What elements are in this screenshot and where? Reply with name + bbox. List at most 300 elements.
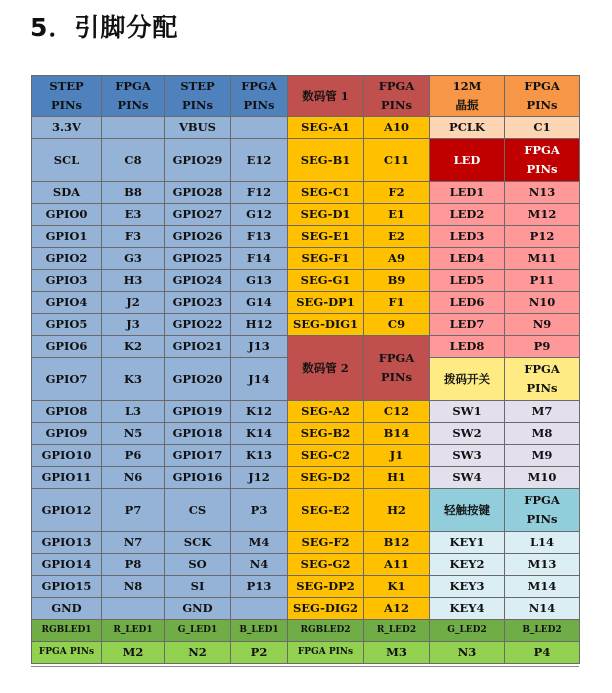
table-cell bbox=[364, 598, 430, 620]
header-cell bbox=[288, 76, 364, 117]
cell-text: B12 bbox=[383, 535, 410, 549]
table-cell bbox=[102, 292, 165, 314]
cell-text: GPIO4 bbox=[45, 295, 88, 309]
header-label: PINs bbox=[380, 98, 412, 112]
cell-text: P2 bbox=[250, 645, 268, 659]
cell-text: K13 bbox=[246, 448, 272, 462]
cell-text-line: PINs bbox=[526, 381, 558, 395]
cell-text: GPIO12 bbox=[41, 502, 92, 517]
table-cell bbox=[231, 576, 288, 598]
table-cell bbox=[364, 270, 430, 292]
cell-text: GPIO10 bbox=[41, 448, 92, 462]
cell-text: KEY3 bbox=[449, 579, 485, 593]
cell-text: GPIO0 bbox=[45, 207, 88, 221]
table-cell bbox=[430, 576, 505, 598]
cell-text: SW4 bbox=[452, 470, 482, 484]
cell-text: J13 bbox=[248, 339, 270, 353]
header-label: STEP bbox=[49, 79, 84, 93]
table-cell bbox=[165, 139, 231, 182]
table-cell bbox=[364, 489, 430, 532]
table-cell bbox=[102, 358, 165, 401]
cell-text: C8 bbox=[124, 152, 142, 167]
table-cell bbox=[102, 226, 165, 248]
table-cell bbox=[165, 358, 231, 401]
cell-text: LED8 bbox=[449, 339, 485, 353]
cell-text: GPIO29 bbox=[172, 152, 223, 167]
cell-text: SDA bbox=[52, 185, 81, 199]
cell-text: 3.3V bbox=[52, 120, 81, 134]
table-cell bbox=[165, 576, 231, 598]
table-cell bbox=[231, 204, 288, 226]
table-cell bbox=[505, 598, 580, 620]
header-cell bbox=[165, 76, 231, 117]
cell-text: GPIO25 bbox=[172, 251, 223, 265]
cell-text: SW3 bbox=[452, 448, 482, 462]
cell-text: H2 bbox=[387, 502, 406, 517]
cell-text: LED5 bbox=[449, 273, 485, 287]
table-cell bbox=[430, 401, 505, 423]
cell-text: PCLK bbox=[449, 120, 485, 134]
table-cell bbox=[364, 117, 430, 139]
table-cell bbox=[102, 445, 165, 467]
cell-text: M2 bbox=[122, 645, 144, 659]
table-cell bbox=[505, 576, 580, 598]
cell-text: K3 bbox=[124, 371, 142, 386]
table-cell bbox=[505, 423, 580, 445]
cell-text: RGBLED1 bbox=[41, 625, 92, 635]
header-label: STEP bbox=[180, 79, 215, 93]
table-cell bbox=[231, 423, 288, 445]
cell-text: SEG-DIG2 bbox=[292, 601, 359, 615]
cell-text: H3 bbox=[123, 273, 143, 287]
table-cell bbox=[288, 117, 364, 139]
table-cell bbox=[430, 642, 505, 664]
cell-text: P12 bbox=[529, 229, 555, 243]
table-row bbox=[32, 598, 580, 620]
table-cell bbox=[231, 226, 288, 248]
table-cell bbox=[364, 642, 430, 664]
cell-text: N4 bbox=[249, 557, 269, 571]
table-cell bbox=[505, 117, 580, 139]
table-cell bbox=[165, 642, 231, 664]
cell-text: M4 bbox=[248, 535, 270, 549]
table-cell bbox=[32, 139, 102, 182]
cell-text: P11 bbox=[529, 273, 555, 287]
table-cell bbox=[364, 554, 430, 576]
table-cell bbox=[231, 314, 288, 336]
cell-text: F12 bbox=[246, 185, 272, 199]
table-cell bbox=[288, 620, 364, 642]
cell-text: B_LED2 bbox=[522, 625, 562, 635]
table-cell bbox=[231, 532, 288, 554]
cell-text: GPIO14 bbox=[41, 557, 92, 571]
cell-text: M13 bbox=[527, 557, 557, 571]
cell-text: GPIO5 bbox=[45, 317, 88, 331]
table-cell bbox=[364, 226, 430, 248]
cell-text: GND bbox=[182, 601, 213, 615]
cell-text: SEG-F2 bbox=[301, 535, 350, 549]
cell-text: G13 bbox=[246, 273, 272, 287]
cell-text: A9 bbox=[388, 251, 405, 265]
table-cell bbox=[364, 401, 430, 423]
table-cell bbox=[102, 336, 165, 358]
bottom-rule bbox=[31, 666, 579, 667]
table-cell bbox=[505, 314, 580, 336]
cell-text: GPIO21 bbox=[172, 339, 223, 353]
table-cell bbox=[288, 182, 364, 204]
table-cell bbox=[430, 270, 505, 292]
cell-text: P6 bbox=[124, 448, 142, 462]
table-cell bbox=[231, 620, 288, 642]
cell-text: R_LED1 bbox=[113, 625, 153, 635]
cell-text: C1 bbox=[533, 120, 551, 134]
table-cell bbox=[505, 336, 580, 358]
table-cell bbox=[165, 204, 231, 226]
table-cell bbox=[364, 576, 430, 598]
cell-text: G3 bbox=[124, 251, 142, 265]
table-cell bbox=[288, 576, 364, 598]
table-cell bbox=[102, 598, 165, 620]
table-row bbox=[32, 642, 580, 664]
cell-text: M11 bbox=[527, 251, 557, 265]
cell-text: GPIO3 bbox=[45, 273, 88, 287]
table-cell bbox=[505, 139, 580, 182]
cell-text: F3 bbox=[124, 229, 142, 243]
cell-text: C12 bbox=[383, 404, 410, 418]
cell-text: SEG-D1 bbox=[300, 207, 351, 221]
cell-text: SEG-C2 bbox=[300, 448, 351, 462]
cell-text: P3 bbox=[250, 502, 268, 517]
table-cell bbox=[505, 489, 580, 532]
cell-text: LED3 bbox=[449, 229, 485, 243]
cell-text: F2 bbox=[388, 185, 405, 199]
table-cell bbox=[102, 204, 165, 226]
table-cell bbox=[364, 423, 430, 445]
cell-text: GPIO24 bbox=[172, 273, 223, 287]
header-label: PINs bbox=[117, 98, 149, 112]
cell-text: GPIO11 bbox=[41, 470, 92, 484]
table-cell bbox=[165, 226, 231, 248]
cell-text: SEG-F1 bbox=[301, 251, 350, 265]
cell-text: L3 bbox=[124, 404, 142, 418]
cell-text: LED4 bbox=[449, 251, 485, 265]
cell-text: GPIO8 bbox=[45, 404, 88, 418]
table-cell bbox=[430, 423, 505, 445]
cell-text: LED1 bbox=[449, 185, 485, 199]
table-cell bbox=[505, 358, 580, 401]
table-cell bbox=[32, 401, 102, 423]
cell-text-line: PINs bbox=[526, 162, 558, 176]
header-cell bbox=[505, 76, 580, 117]
table-cell bbox=[505, 467, 580, 489]
cell-text-line: FPGA bbox=[524, 493, 560, 507]
cell-text: SEG-D2 bbox=[300, 470, 351, 484]
table-cell bbox=[165, 314, 231, 336]
table-cell bbox=[32, 620, 102, 642]
header-cell bbox=[102, 76, 165, 117]
cell-text: GPIO27 bbox=[172, 207, 223, 221]
table-cell bbox=[102, 642, 165, 664]
table-cell bbox=[430, 139, 505, 182]
table-cell bbox=[288, 445, 364, 467]
cell-text: M9 bbox=[531, 448, 553, 462]
header-label: FPGA bbox=[241, 79, 277, 93]
table-cell bbox=[505, 248, 580, 270]
table-cell bbox=[32, 336, 102, 358]
table-cell bbox=[165, 467, 231, 489]
table-cell bbox=[102, 314, 165, 336]
table-cell bbox=[102, 117, 165, 139]
table-cell bbox=[288, 423, 364, 445]
table-row bbox=[32, 532, 580, 554]
table-cell bbox=[231, 467, 288, 489]
table-cell bbox=[165, 598, 231, 620]
table-cell bbox=[505, 292, 580, 314]
cell-text: GPIO15 bbox=[41, 579, 92, 593]
cell-text: SEG-DP1 bbox=[296, 295, 355, 309]
cell-text: GPIO2 bbox=[45, 251, 88, 265]
cell-text: SEG-G1 bbox=[300, 273, 351, 287]
table-cell bbox=[231, 117, 288, 139]
cell-text: SCL bbox=[53, 152, 80, 167]
table-cell bbox=[364, 292, 430, 314]
table-row bbox=[32, 554, 580, 576]
table-cell bbox=[102, 554, 165, 576]
table-cell bbox=[32, 117, 102, 139]
cell-text: N14 bbox=[528, 601, 556, 615]
table-cell bbox=[430, 445, 505, 467]
cell-text: KEY1 bbox=[449, 535, 485, 549]
cell-text: 轻触按键 bbox=[444, 502, 490, 517]
table-cell bbox=[32, 226, 102, 248]
cell-text: P8 bbox=[124, 557, 142, 571]
cell-text: P9 bbox=[533, 339, 551, 353]
table-cell bbox=[165, 117, 231, 139]
table-cell bbox=[364, 182, 430, 204]
table-cell bbox=[430, 314, 505, 336]
cell-text: SEG-G2 bbox=[300, 557, 351, 571]
table-cell bbox=[165, 248, 231, 270]
header-label: FPGA bbox=[115, 79, 151, 93]
header-cell bbox=[430, 76, 505, 117]
cell-text: GPIO7 bbox=[45, 371, 88, 386]
table-cell bbox=[430, 554, 505, 576]
cell-text: A10 bbox=[384, 120, 409, 134]
cell-text: SEG-DP2 bbox=[296, 579, 355, 593]
table-cell bbox=[32, 467, 102, 489]
cell-text: J3 bbox=[126, 317, 140, 331]
cell-text: F13 bbox=[246, 229, 272, 243]
table-cell bbox=[102, 248, 165, 270]
table-row bbox=[32, 270, 580, 292]
cell-text: SW2 bbox=[452, 426, 482, 440]
table-cell bbox=[102, 423, 165, 445]
cell-text: N6 bbox=[123, 470, 143, 484]
table-cell bbox=[288, 467, 364, 489]
cell-text: J2 bbox=[126, 295, 140, 309]
table-cell bbox=[288, 554, 364, 576]
table-row bbox=[32, 182, 580, 204]
table-cell bbox=[430, 532, 505, 554]
table-cell bbox=[32, 248, 102, 270]
table-cell bbox=[430, 182, 505, 204]
cell-text: E3 bbox=[124, 207, 142, 221]
header-label: 晶振 bbox=[455, 98, 479, 112]
table-cell bbox=[165, 554, 231, 576]
cell-text: F1 bbox=[388, 295, 405, 309]
cell-text: GPIO20 bbox=[172, 371, 223, 386]
cell-text: SEG-B1 bbox=[300, 152, 351, 167]
cell-text: GPIO28 bbox=[172, 185, 223, 199]
header-cell bbox=[32, 76, 102, 117]
cell-text: VBUS bbox=[179, 120, 216, 134]
cell-text-line: FPGA bbox=[378, 351, 415, 365]
cell-text: N9 bbox=[532, 317, 552, 331]
table-cell bbox=[288, 270, 364, 292]
header-label: 12M bbox=[452, 79, 482, 93]
cell-text: SEG-E2 bbox=[301, 502, 350, 517]
cell-text: N10 bbox=[528, 295, 556, 309]
table-cell bbox=[165, 489, 231, 532]
table-cell bbox=[32, 270, 102, 292]
cell-text: P7 bbox=[124, 502, 142, 517]
cell-text: N7 bbox=[123, 535, 143, 549]
cell-text: SO bbox=[188, 557, 207, 571]
table-cell bbox=[505, 182, 580, 204]
table-cell bbox=[165, 423, 231, 445]
table-cell bbox=[288, 489, 364, 532]
cell-text: G_LED2 bbox=[447, 625, 487, 635]
table-cell bbox=[288, 598, 364, 620]
table-cell bbox=[288, 226, 364, 248]
header-label: FPGA bbox=[378, 79, 415, 93]
table-cell bbox=[505, 532, 580, 554]
table-cell bbox=[364, 139, 430, 182]
cell-text: SEG-DIG1 bbox=[292, 317, 359, 331]
header-cell bbox=[364, 76, 430, 117]
table-cell bbox=[505, 620, 580, 642]
table-cell bbox=[288, 292, 364, 314]
table-cell bbox=[364, 445, 430, 467]
cell-text: GPIO23 bbox=[172, 295, 223, 309]
cell-text: LED6 bbox=[449, 295, 485, 309]
header-label: 数码管 1 bbox=[302, 88, 349, 103]
cell-text: SEG-A2 bbox=[301, 404, 350, 418]
cell-text: GPIO13 bbox=[41, 535, 92, 549]
cell-text: N2 bbox=[188, 645, 207, 659]
table-row bbox=[32, 336, 580, 358]
table-cell bbox=[231, 401, 288, 423]
cell-text: SEG-C1 bbox=[300, 185, 351, 199]
table-row bbox=[32, 489, 580, 532]
cell-text: A11 bbox=[384, 557, 409, 571]
table-row bbox=[32, 401, 580, 423]
table-cell bbox=[165, 445, 231, 467]
cell-text: M12 bbox=[527, 207, 557, 221]
cell-text: SCK bbox=[183, 535, 212, 549]
cell-text: M3 bbox=[386, 645, 407, 659]
table-row bbox=[32, 226, 580, 248]
table-cell bbox=[430, 292, 505, 314]
table-cell bbox=[288, 642, 364, 664]
cell-text: SW1 bbox=[452, 404, 482, 418]
table-cell bbox=[288, 401, 364, 423]
table-header-row bbox=[32, 76, 580, 117]
cell-text: P4 bbox=[533, 645, 551, 659]
cell-text: LED2 bbox=[449, 207, 485, 221]
table-cell bbox=[288, 314, 364, 336]
cell-text: H12 bbox=[245, 317, 273, 331]
cell-text: FPGA PINs bbox=[38, 647, 95, 657]
header-label: PINs bbox=[50, 98, 82, 112]
table-row bbox=[32, 314, 580, 336]
table-row bbox=[32, 423, 580, 445]
table-cell bbox=[364, 532, 430, 554]
table-cell bbox=[231, 182, 288, 204]
cell-text: FPGA PINs bbox=[297, 647, 354, 657]
table-cell bbox=[505, 642, 580, 664]
header-label: FPGA bbox=[524, 79, 560, 93]
cell-text: K12 bbox=[246, 404, 272, 418]
table-cell bbox=[165, 182, 231, 204]
cell-text: E2 bbox=[388, 229, 405, 243]
table-cell bbox=[505, 204, 580, 226]
table-cell bbox=[231, 489, 288, 532]
cell-text: H1 bbox=[387, 470, 406, 484]
table-cell bbox=[165, 292, 231, 314]
table-cell bbox=[165, 532, 231, 554]
table-cell bbox=[364, 248, 430, 270]
header-cell bbox=[231, 76, 288, 117]
cell-text: J12 bbox=[248, 470, 270, 484]
table-cell bbox=[165, 401, 231, 423]
cell-text: SI bbox=[190, 579, 205, 593]
cell-text: GPIO18 bbox=[172, 426, 223, 440]
cell-text: N13 bbox=[528, 185, 556, 199]
table-cell bbox=[102, 182, 165, 204]
cell-text: CS bbox=[188, 502, 207, 517]
table-cell bbox=[231, 554, 288, 576]
table-row bbox=[32, 292, 580, 314]
cell-text: GPIO6 bbox=[45, 339, 88, 353]
cell-text: RGBLED2 bbox=[300, 625, 351, 635]
table-cell bbox=[32, 489, 102, 532]
cell-text-line: PINs bbox=[380, 370, 412, 384]
cell-text: 拨码开关 bbox=[444, 371, 490, 386]
table-cell bbox=[32, 445, 102, 467]
cell-text: G14 bbox=[246, 295, 272, 309]
cell-text: K14 bbox=[246, 426, 272, 440]
table-cell bbox=[231, 336, 288, 358]
cell-text: M14 bbox=[527, 579, 557, 593]
cell-text: GPIO9 bbox=[45, 426, 88, 440]
table-cell bbox=[165, 620, 231, 642]
table-cell bbox=[430, 598, 505, 620]
table-cell bbox=[32, 423, 102, 445]
table-cell bbox=[288, 204, 364, 226]
table-cell bbox=[102, 620, 165, 642]
table-cell bbox=[288, 248, 364, 270]
table-cell bbox=[102, 489, 165, 532]
table-cell bbox=[32, 204, 102, 226]
table-cell bbox=[505, 445, 580, 467]
table-cell bbox=[288, 532, 364, 554]
cell-text: SEG-A1 bbox=[301, 120, 350, 134]
cell-text: GND bbox=[51, 601, 82, 615]
table-cell bbox=[32, 358, 102, 401]
table-cell bbox=[505, 270, 580, 292]
cell-text-line: PINs bbox=[526, 512, 558, 526]
